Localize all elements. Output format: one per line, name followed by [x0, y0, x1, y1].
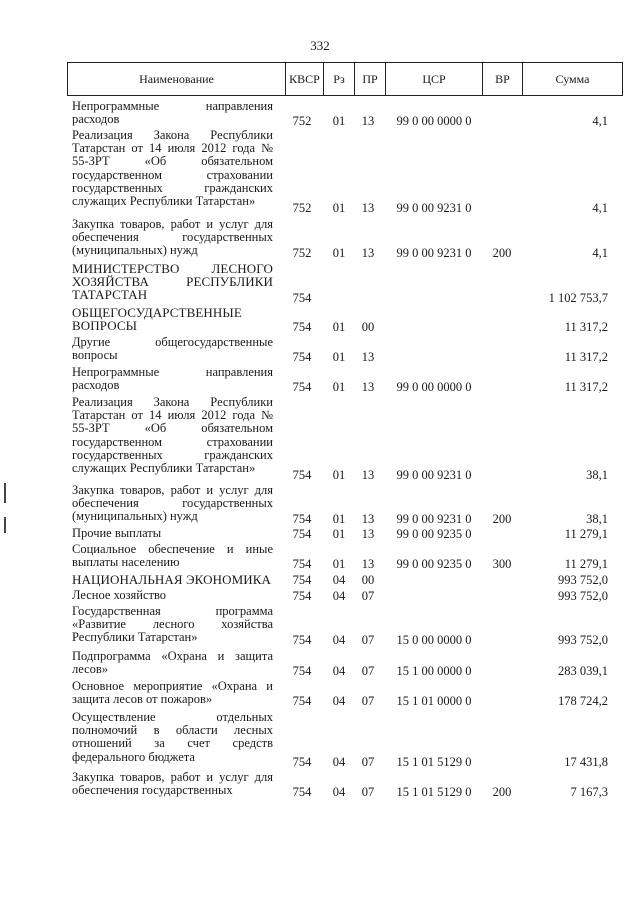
row-name: Реализация Закона Республики Татарстан от 14 июля 2012 года № 55-ЗРТ «Об обязательном государственном страховании государственных гражданских служащих Республики Татарстан» — [72, 395, 273, 476]
row-name: Закупка товаров, работ и услуг для обеспечения государственных — [72, 770, 273, 798]
row-sum: 38,1 — [586, 468, 608, 482]
row-name: Прочие выплаты — [72, 526, 162, 540]
row-sum: 11 279,1 — [564, 557, 608, 571]
row-kvsr: 754 — [292, 527, 312, 541]
row-name: Осуществление отдельных полномочий в области лесных отношений за счет средств федерального бюджета — [72, 710, 273, 764]
row-pr: 07 — [361, 785, 375, 799]
row-kvsr: 754 — [292, 320, 312, 334]
row-rz: 01 — [332, 246, 346, 260]
row-kvsr: 754 — [292, 633, 312, 647]
row-name: Социальное обеспечение и иные выплаты населению — [72, 542, 273, 570]
row-sum: 17 431,8 — [564, 755, 608, 769]
row-sum: 283 039,1 — [558, 664, 608, 678]
row-sum: 993 752,0 — [558, 633, 608, 647]
row-name: Непрограммные направления расходов — [72, 365, 273, 393]
table-row — [0, 218, 640, 260]
scan-mark — [4, 517, 6, 533]
row-sum: 4,1 — [592, 201, 608, 215]
row-csr: 15 1 01 5129 0 — [396, 785, 472, 799]
row-sum: 993 752,0 — [558, 589, 608, 603]
row-csr: 99 0 00 9235 0 — [396, 557, 472, 571]
row-pr: 13 — [361, 114, 375, 128]
table-row — [0, 543, 640, 571]
row-kvsr: 754 — [292, 694, 312, 708]
row-csr: 15 0 00 0000 0 — [396, 633, 472, 647]
row-sum: 38,1 — [586, 512, 608, 526]
table-row — [0, 262, 640, 305]
header-vr: ВР — [482, 63, 522, 95]
row-csr: 15 1 01 0000 0 — [396, 694, 472, 708]
table-row — [0, 484, 640, 526]
row-sum: 4,1 — [592, 246, 608, 260]
row-rz: 01 — [332, 527, 346, 541]
row-sum: 4,1 — [592, 114, 608, 128]
row-rz: 01 — [332, 201, 346, 215]
table-row — [0, 336, 640, 364]
row-sum: 178 724,2 — [558, 694, 608, 708]
row-sum: 993 752,0 — [558, 573, 608, 587]
row-vr: 300 — [492, 557, 512, 571]
row-rz: 04 — [332, 694, 346, 708]
row-name: НАЦИОНАЛЬНАЯ ЭКОНОМИКА — [72, 572, 271, 587]
row-rz: 04 — [332, 664, 346, 678]
row-pr: 07 — [361, 633, 375, 647]
row-csr: 15 1 01 5129 0 — [396, 755, 472, 769]
row-kvsr: 754 — [292, 557, 312, 571]
row-kvsr: 754 — [292, 785, 312, 799]
row-rz: 01 — [332, 512, 346, 526]
header-rz: Рз — [323, 63, 354, 95]
row-name: ОБЩЕГОСУДАРСТВЕННЫЕ ВОПРОСЫ — [72, 305, 242, 334]
header-name: Наименование — [139, 72, 214, 86]
row-kvsr: 754 — [292, 291, 312, 305]
row-sum: 11 279,1 — [564, 527, 608, 541]
row-rz: 04 — [332, 633, 346, 647]
row-pr: 07 — [361, 755, 375, 769]
header-csr: ЦСР — [385, 63, 482, 95]
table-row — [0, 711, 640, 769]
row-rz: 04 — [332, 589, 346, 603]
row-pr: 13 — [361, 468, 375, 482]
row-name: Основное мероприятие «Охрана и защита лесов от пожаров» — [72, 679, 273, 707]
row-pr: 07 — [361, 589, 375, 603]
row-csr: 99 0 00 9231 0 — [396, 246, 472, 260]
row-kvsr: 752 — [292, 114, 312, 128]
row-rz: 04 — [332, 785, 346, 799]
header-pr: ПР — [354, 63, 385, 95]
table-row — [0, 527, 640, 541]
row-pr: 13 — [361, 246, 375, 260]
row-csr: 99 0 00 9235 0 — [396, 527, 472, 541]
row-name: Лесное хозяйство — [72, 588, 167, 602]
table-row — [0, 650, 640, 678]
row-name: Закупка товаров, работ и услуг для обеспечения государственных (муниципальных) нужд — [72, 217, 273, 258]
scan-mark — [4, 483, 6, 503]
row-sum: 11 317,2 — [564, 320, 608, 334]
row-vr: 200 — [492, 785, 512, 799]
row-rz: 01 — [332, 320, 346, 334]
row-name: Закупка товаров, работ и услуг для обеспечения государственных (муниципальных) нужд — [72, 483, 273, 524]
row-pr: 13 — [361, 527, 375, 541]
table-row — [0, 589, 640, 603]
table-row — [0, 396, 640, 482]
table-row — [0, 771, 640, 799]
table-row — [0, 573, 640, 587]
row-csr: 99 0 00 9231 0 — [396, 512, 472, 526]
row-pr: 13 — [361, 201, 375, 215]
page-number: 332 — [310, 38, 330, 53]
row-sum: 11 317,2 — [564, 380, 608, 394]
row-name: Государственная программа «Развитие лесного хозяйства Республики Татарстан» — [72, 604, 273, 645]
row-csr: 15 1 00 0000 0 — [396, 664, 472, 678]
row-sum: 1 102 753,7 — [548, 291, 608, 305]
row-csr: 99 0 00 0000 0 — [396, 114, 472, 128]
row-rz: 01 — [332, 350, 346, 364]
table-row — [0, 306, 640, 334]
row-kvsr: 754 — [292, 573, 312, 587]
table-row — [0, 680, 640, 708]
row-pr: 07 — [361, 664, 375, 678]
row-kvsr: 754 — [292, 664, 312, 678]
row-csr: 99 0 00 0000 0 — [396, 380, 472, 394]
row-name: Непрограммные направления расходов — [72, 99, 273, 127]
row-kvsr: 754 — [292, 350, 312, 364]
table-row — [0, 129, 640, 215]
row-rz: 01 — [332, 114, 346, 128]
row-vr: 200 — [492, 246, 512, 260]
row-name: Реализация Закона Республики Татарстан от 14 июля 2012 года № 55-ЗРТ «Об обязательном государственном страховании государственных гражданских служащих Республики Татарстан» — [72, 128, 273, 209]
row-sum: 7 167,3 — [570, 785, 608, 799]
table-row — [0, 605, 640, 647]
row-vr: 200 — [492, 512, 512, 526]
row-rz: 01 — [332, 557, 346, 571]
row-pr: 00 — [361, 320, 375, 334]
row-pr: 13 — [361, 350, 375, 364]
row-csr: 99 0 00 9231 0 — [396, 468, 472, 482]
row-rz: 01 — [332, 380, 346, 394]
row-name: Подпрограмма «Охрана и защита лесов» — [72, 649, 273, 677]
row-pr: 13 — [361, 380, 375, 394]
table-row — [0, 366, 640, 394]
table-row — [0, 100, 640, 128]
row-pr: 13 — [361, 557, 375, 571]
row-pr: 00 — [361, 573, 375, 587]
row-sum: 11 317,2 — [564, 350, 608, 364]
row-kvsr: 754 — [292, 380, 312, 394]
row-name: МИНИСТЕРСТВО ЛЕСНОГО ХОЗЯЙСТВА РЕСПУБЛИКИ ТАТАРСТАН — [72, 261, 273, 303]
row-pr: 13 — [361, 512, 375, 526]
row-rz: 01 — [332, 468, 346, 482]
row-kvsr: 752 — [292, 201, 312, 215]
header-sum: Сумма — [522, 63, 622, 95]
row-kvsr: 752 — [292, 246, 312, 260]
row-csr: 99 0 00 9231 0 — [396, 201, 472, 215]
header-kvsr: КВСР — [285, 63, 323, 95]
row-kvsr: 754 — [292, 512, 312, 526]
row-pr: 07 — [361, 694, 375, 708]
row-kvsr: 754 — [292, 589, 312, 603]
row-rz: 04 — [332, 755, 346, 769]
row-kvsr: 754 — [292, 755, 312, 769]
row-rz: 04 — [332, 573, 346, 587]
row-kvsr: 754 — [292, 468, 312, 482]
row-name: Другие общегосударственные вопросы — [72, 335, 273, 363]
